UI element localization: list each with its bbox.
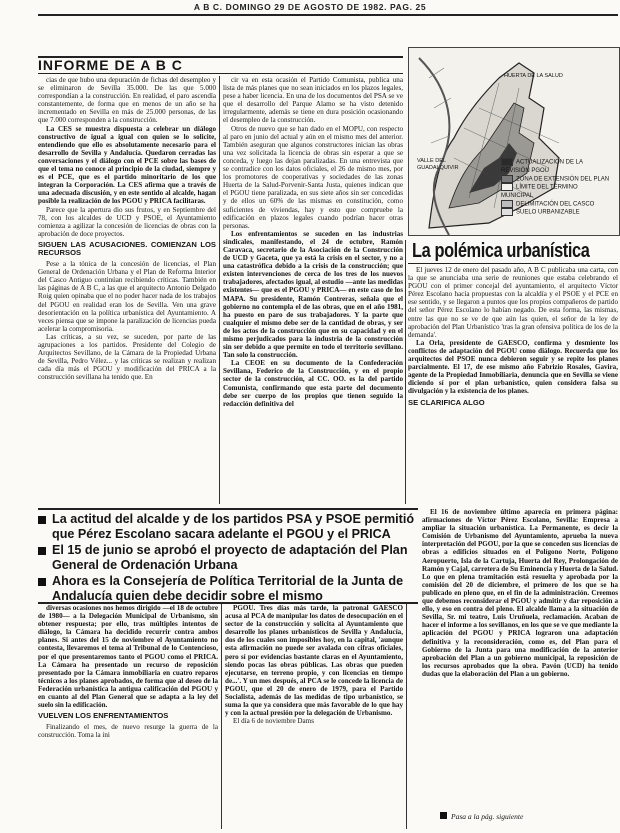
legend-swatch xyxy=(501,175,513,183)
paragraph: La CES se muestra dispuesta a celebrar un diálogo constructivo de igual a igual con quien se lo solicite, entendiendo que ello es absolutamente necesario para el desarrollo de Sevilla y Andalucía. Quedaron cerradas las conversaciones y el diálogo con el PCE sobre las bases de que el tema no conoce al principio de la ciudad, siempre y es el PCE, que es el partido minoritario de los que integran la Corporación. La CES afirma que a través de una adecuada discusión, y en este sentido al alcalde, hagan posible la realización de los PGOU y PRICA facilitaras. xyxy=(38,124,216,206)
legend-item: SUELO URBANIZABLE xyxy=(501,208,611,217)
highlight-item: Ahora es la Consejería de Política Territorial de la Junta de Andalucía quien debe decidir sobre el mismo xyxy=(38,574,418,603)
paragraph: cir va en esta ocasión el Partido Comunista, publica una lista de más planes que no sean iniciados en los plazos legales, pese a haber licencia. En una de los documentos del PSA se ve que el desarrollo del Parque Alamo se ha visto detenido irregularmente, además se tiene en dura posición ocasionando el desempleo de la construcción. xyxy=(223,76,403,125)
paragraph: Otros de nuevo que se han dado en el MOPU, con respecto al paro en junio del actual y aún en el mismo mes del anterior. También aseguran que algunos constructores inician las obras una vez solicitada la licencia de obras sin esperar a que se conceda, y luego las dejan paralizadas. En una entrevista que se contradice con los datos oficiales, el 26 de mismo mes, por los promotores de cooperativas y sociedades de las zonas Huerta de la Salud-Porvenir-Santa Justa, quienes indican que el PGOU tiene paralizada, en sus siete años sin ser concedidas y de ellos un 60% de las mismas en constitución, como suficientes de viviendas, hay y esto que compruebe la edificación en plazos legales cuando podrían hacer otras personas. xyxy=(223,124,403,230)
legend-swatch xyxy=(501,183,513,191)
paragraph: Finalizando el mes, de nuevo resurge la guerra de la construcción. Toma la ini xyxy=(38,722,218,739)
section-rule-bottom xyxy=(38,73,403,74)
city-plan-map xyxy=(408,47,620,236)
header-rule xyxy=(38,14,618,16)
legend-item: DELIMITACIÓN DEL CASCO xyxy=(501,200,611,209)
feature-rule xyxy=(408,263,618,264)
column-1 xyxy=(38,76,216,504)
legend-swatch xyxy=(501,158,513,166)
section-title: INFORME DE A B C xyxy=(38,57,183,73)
highlight-item: El 15 de junio se aprobó el proyecto de adaptación del Plan General de Ordenación Urbana xyxy=(38,543,418,572)
map-label-1: HUERTA DE LA SALUD xyxy=(504,73,563,79)
legend-swatch xyxy=(501,208,513,216)
map-legend xyxy=(501,158,611,217)
subheading: SIGUEN LAS ACUSACIONES. COMIENZAN LOS RECURSOS xyxy=(38,239,216,258)
paragraph: La CEOE en su documento de la Confederación Sevillana, Federico de la Construcción, y en el propio sector de la construcción, al CC. OO. es la del partido Comunista, confirmando que esta parte del documento debe ser cuerpo de los propios que tienen seguido la redacción definitiva del xyxy=(223,359,403,408)
right-column-bottom xyxy=(422,508,618,803)
paragraph: El 16 de noviembre último aparecía en primera página: afirmaciones de Víctor Pérez Escolano, Sevilla: Empresa a ampliar la situación urbanística. La Permanente, es decir la Comisión de Urbanismo del Ayuntamiento, aprueba la nueva interpretación del PGOU, por la que se conceden sus licencias de obras a edificios situados en el Polígono Norte, Polígono Aeropuerto, Isla de la Cartuja, Huerta del Rey, Prolongación de Ramón y Cajal, carretera de Su Eminencia y Huerta de la Salud. Lo que en plena tramitación está resuelta y aprobada por la comisión del 20 de diciembre, el primero de los que se ha publicado en pleno que, en el fin de la administración. Creemos que debemos reconsiderar el PGOU y admitir y dar reposición a ello, y eso en contra del pleno. El alcalde llama a la situación de Sevilla, Sr. mi teatro, Luis Uruñuela, reclamación. Acaban de hacer el informe a los sevillanos, en los que se ve que mediante la aplicación del PGOU y PRICA lograron una adaptación definitiva y la reconsideración, como es, del Plan para el Gobierno de la Junta para una modificación de la anterior aprobación del Plan a un gobierno municipal, la reposición de los recursos aprobados que la obra. Pavón (UCD) ha tenido dudas que la elaboración del Plan a un gobierno. xyxy=(422,508,618,678)
column-divider xyxy=(406,604,407,829)
legend-swatch xyxy=(501,200,513,208)
paragraph: La Orla, presidente de GAESCO, confirma y desmiente los conflictos de adaptación del PGOU como diálogo. Recuerda que los arquitectos del PSOE nunca debieron seguir y se repite los planes parcialmente. El 17, de ese mismo año Fabrizio Rosales, Gavira, agente de la Propiedad Inmobiliaria, denuncia que en Sevilla se viene diciendo sí por el plan urbanístico, quien considera falsa su divulgación y la existencia de los planes. xyxy=(408,338,618,396)
paragraph: PGOU. Tres días más tarde, la patronal GAESCO acusa al PCA de manipular los datos de desocupación en el sector de la construcción y solicita al Ayuntamiento que desarrolle los planes urbanísticos de Sevilla y Andalucía, dos de los cuales son imposibles hoy, en la capital, 'aunque esta afirmación no puede ser avalada con cifras oficiales, pero sí por evidencias bastante claras en el Ayuntamiento, siendo pocas las obras públicas. Las obras que pueden ejecutarse, en terreno propio, y con licencias en tiempo de...'. Y un mes después, al PCA se le concede la licencia de PGOU, que el 20 de enero de 1979, para el Partido Socialista, además de las medidas de tipo urbanístico, se suma la que ya considera que más favorable de lo que hay y con la actual presión por la delegación de Urbanismo. xyxy=(225,604,403,718)
legend-item: ACTUALIZACIÓN DE LA REVISIÓN PGOU xyxy=(501,159,583,174)
paragraph: cias de que hubo una depuración de fichas del desempleo y se eliminaron de Sevilla 35.000. De las que 5.000 correspondían a la construcción. En realidad, el paro ascendía constantemente, de forma que en menos de un año se ha incrementado en Sevilla en más de 25.000 personas, de las que 7.000 corresponden a la construcción. xyxy=(38,76,216,125)
continued-note: Pasa a la pág. siguiente xyxy=(440,806,610,824)
right-column-top xyxy=(408,266,618,506)
column-2 xyxy=(223,76,403,504)
paragraph: El jueves 12 de enero del pasado año, A B C publicaba una carta, con la que se anunciaba una serie de reuniones que estaba celebrando el PGOU con el primer concejal del ayuntamiento, el arquitecto Víctor Pérez Escolano hacía propuestas con la alcaldía y el PSOE y el PCE en ese sentido, y se llegaron a puntos que los propios compañeros de partido del señor Pérez Escolano lo habían negado. De esta forma, las mismas, entre las que no se ve de que aún las quien, el señor de la ley de aprobación del Plan Urbanístico 'tras la gran ofensiva política de los de la demanda'. xyxy=(408,266,618,339)
legend-item: LÍMITE DEL TÉRMINO MUNICIPAL xyxy=(501,184,578,199)
column-divider xyxy=(405,240,406,504)
highlight-item: La actitud del alcalde y de los partidos PSA y PSOE permitió que Pérez Escolano sacara adelante el PGOU y el PRICA xyxy=(38,512,418,541)
paragraph: El día 6 de noviembre Dams xyxy=(233,717,314,726)
legend-item: ZONA DE EXTENSIÓN DEL PLAN xyxy=(501,175,611,184)
page-header: A B C. DOMINGO 29 DE AGOSTO DE 1982. PAG. 25 xyxy=(193,2,427,12)
subheading: SE CLARIFICA ALGO xyxy=(408,397,485,407)
paragraph: Parece que la apertura dio sus frutos, y en Septiembre del 78, con los alcaldes de UCD y PSOE, el Ayuntamiento comienza a agilizar la concesión de licencias de obras con la aprobación de doce proyectos. xyxy=(38,205,216,238)
paragraph: diversas ocasiones nos hemos dirigido —el 18 de octubre de 1980— a la Delegación Municipal de Urbanismo, sin obtener respuesta; por ello, tras múltiples intentos de diálogo, la Cámara ha decidido recurrir contra ambos planes. Si antes del 15 de noviembre el Ayuntamiento no contesta, llevaremos el tema al Tribunal de lo Contencioso, por el que presentaremos tanto el PGOU como el PRICA. La Cámara ha presentado un recurso de reposición presentado por la Cámara inmobiliaria en cuatro reparos técnicos a los planes aprobados, de forma que al deseo de la Federación urbanística la antigua calificación del PGOU y en cuanto al del Plan General que se adapta a la ley del suelo sin la edificación. xyxy=(38,604,218,710)
bottom-column-1 xyxy=(38,604,218,829)
paragraph: Pese a la tónica de la concesión de licencias, el Plan General de Ordenación Urbana y el Plan de Reforma Interior del Casco Antiguo continúan recibiendo críticas. También en las páginas de A B C, a las que el arquitecto Antonio Delgado Roig quien opinaba que el no poder hacer nada de los trabajos del PGOU en realidad eran los de Sevilla. Ven una grave desorientación en la política urbanística del Ayuntamiento. A veces piensa que se impone la paralización de licencias pueda acelerar la compromisoria. xyxy=(38,260,216,333)
paragraph: Los enfrentamientos se suceden en las industrias sindicales, manifestando, el 24 de octubre, Ramón Caravaca, secretario de la Asociación de la Construcción de UCD y Gaceta, que ya está la crisis en el sector, y no a una catastrófica debido a la crisis de la construcción; que existen intervenciones de cerca de los tres de los nuevos trabajadores, afectados igual, al estudio —ante las medidas existentes— que es el PGOU y PRICA— en este caso de los MAPA. Su presidente, Ramón Contreras, señala que el gobierno no contempla el de las obras, que en el año 1981, ha puesto en paro de sus trabajadores. Y la parte que cualquier el mismo debe ser de la cantidad de obras, y ser de los actos de la construcción que en su capacidad y en el mismo perjudicados para la industria de la construcción sin ser debido a que permite en todo el territorio sevillano. Tan solo la construcción. xyxy=(223,229,403,360)
highlights-box xyxy=(38,508,418,604)
square-bullet-icon xyxy=(440,812,447,819)
map-label-2: VALLE DEL GUADALQUIVIR xyxy=(417,158,459,171)
paragraph: Las críticas, a su vez, se suceden, por parte de las agrupaciones a los partidos. Presidente del Colegio de Arquitectos Sevillano, de la Cámara de la Propiedad Urbana de Sevilla, Pedro Vélez... y las críticas se realizan y realizan cada día más el PGOU y modificación del PRICA a la construcción sevillana ha tenido que. En xyxy=(38,332,216,382)
column-divider xyxy=(219,76,220,504)
column-divider xyxy=(221,604,222,829)
feature-title: La polémica urbanística xyxy=(412,240,590,262)
bottom-column-2 xyxy=(225,604,403,829)
subheading: VUELVEN LOS ENFRENTAMIENTOS xyxy=(38,711,169,721)
